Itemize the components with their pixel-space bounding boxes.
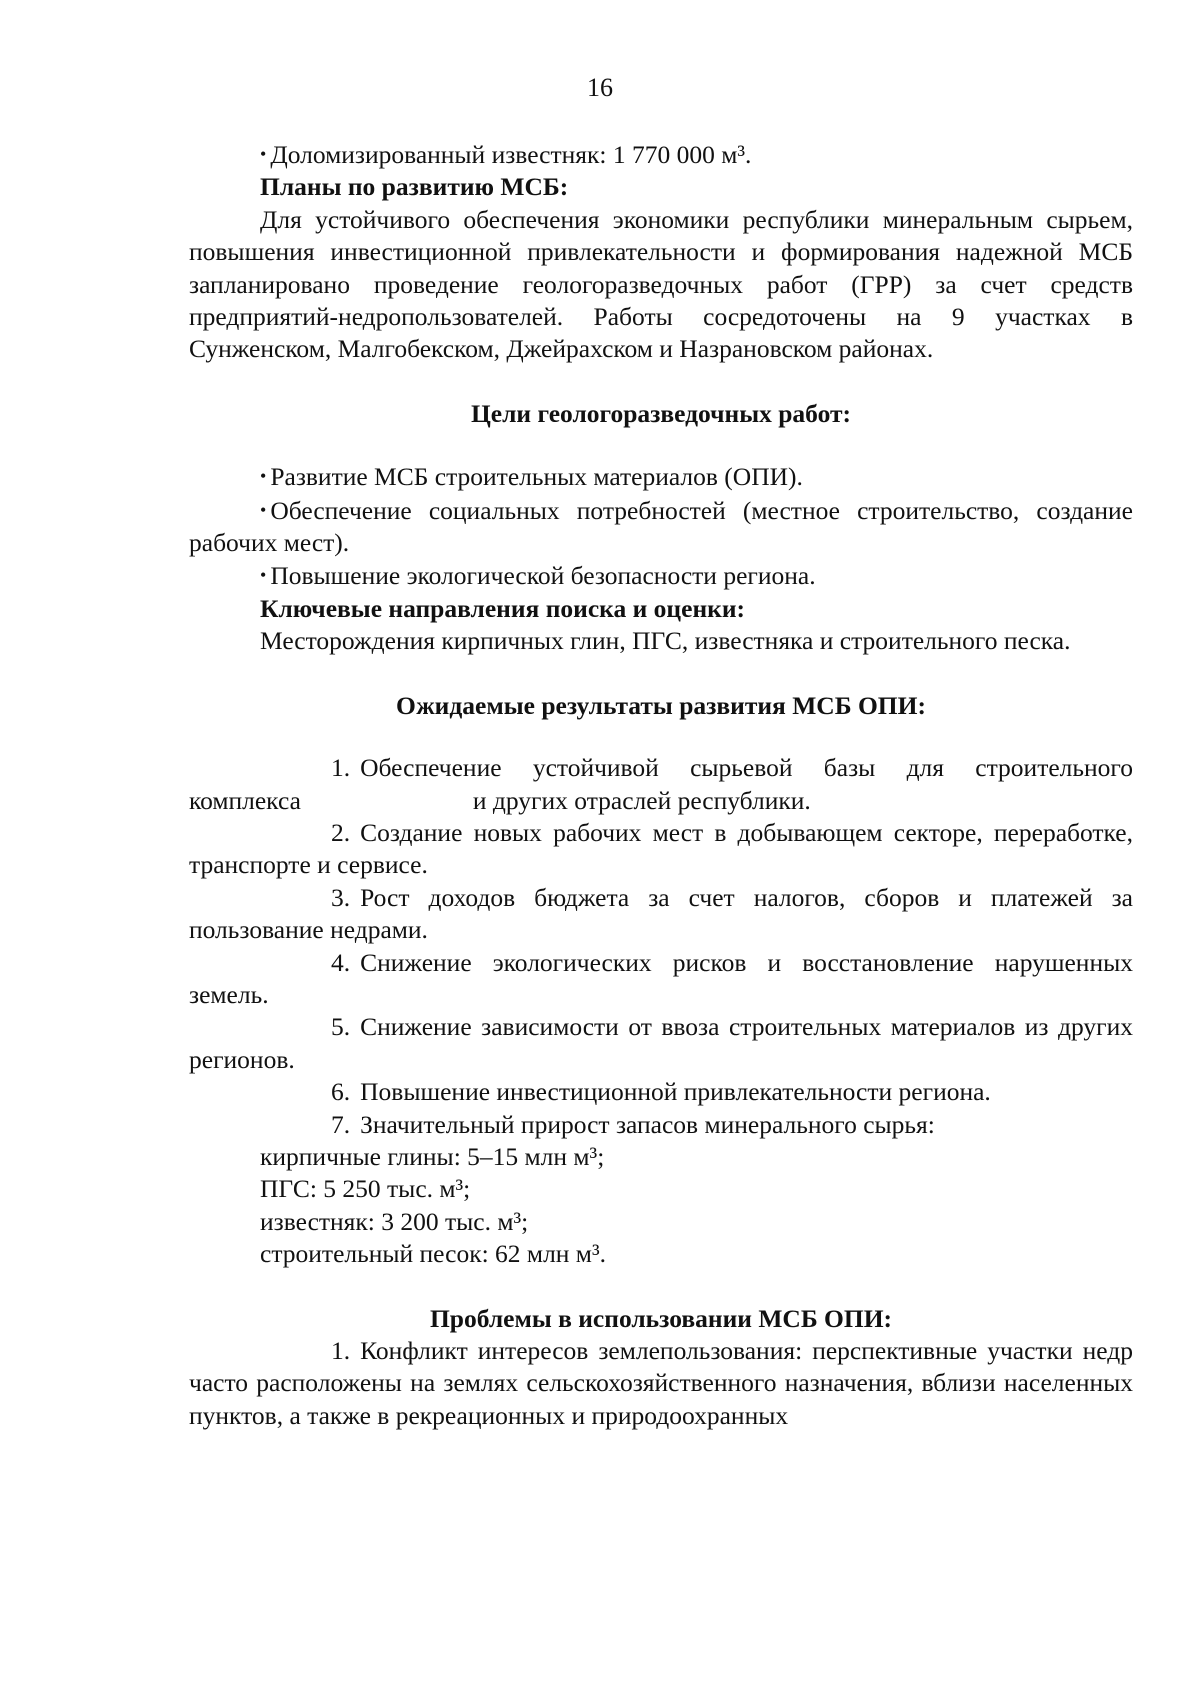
page-number: 16 — [587, 73, 613, 102]
result-text: Значительный прирост запасов минерального сырья: — [360, 1109, 935, 1139]
bullet-text: Доломизированный известняк: 1 770 000 м³. — [270, 140, 752, 169]
result-number: 2. — [331, 817, 351, 847]
reserve-line-limestone: известняк: 3 200 тыс. м³; — [260, 1206, 529, 1236]
results-heading: Ожидаемые результаты развития МСБ ОПИ: — [396, 690, 926, 720]
result-number: 7. — [331, 1109, 351, 1139]
result-item-3 — [189, 882, 1133, 947]
result-text: Снижение зависимости от ввоза строительных материалов из других регионов. — [189, 1012, 1133, 1074]
result-number: 3. — [331, 882, 351, 912]
goal-item-2 — [189, 494, 1133, 560]
problem-text: Конфликт интересов землепользования: перспективные участки недр часто расположены на землях сельскохозяйственного назначения, вблизи населенных пунктов, а также в рекреационных и природоохранных — [189, 1336, 1133, 1430]
reserve-line-clay: кирпичные глины: 5–15 млн м³; — [260, 1141, 605, 1171]
result-item-5 — [189, 1011, 1133, 1076]
goal-item-3 — [189, 559, 1133, 592]
reserve-line-pgs: ПГС: 5 250 тыс. м³; — [260, 1174, 471, 1204]
result-item-6 — [189, 1076, 1133, 1108]
result-text: Рост доходов бюджета за счет налогов, сборов и платежей за пользование недрами. — [189, 882, 1133, 945]
directions-paragraph: Месторождения кирпичных глин, ПГС, известняка и строительного песка. — [260, 626, 1071, 656]
result-text: Повышение инвестиционной привлекательности региона. — [360, 1077, 991, 1107]
goal-item-1 — [189, 460, 1133, 493]
bullet-item-dolomite — [189, 138, 1133, 171]
result-item-7 — [189, 1109, 1133, 1141]
page-content — [189, 138, 1133, 1432]
result-number: 5. — [331, 1012, 351, 1042]
plans-heading: Планы по развитию МСБ: — [260, 172, 569, 202]
result-text: и других отраслей республики. — [472, 785, 811, 815]
bullet-icon: • — [260, 499, 267, 520]
result-text: Обеспечение устойчивой сырьевой базы для строительного — [360, 753, 1133, 783]
result-number: 4. — [331, 947, 351, 977]
result-text: комплекса — [189, 785, 301, 815]
bullet-icon: • — [260, 466, 267, 487]
problem-item-1 — [189, 1335, 1133, 1432]
goal-text: Обеспечение социальных потребностей (местное строительство, создание рабочих мест). — [189, 495, 1133, 558]
result-text: Снижение экологических рисков и восстановление нарушенных земель. — [189, 947, 1133, 1009]
problem-number: 1. — [331, 1336, 351, 1365]
goal-text: Развитие МСБ строительных материалов (ОПИ). — [270, 462, 803, 492]
plans-paragraph: Для устойчивого обеспечения экономики республики минеральным сырьем, повышения инвестиционной привлекательности и формирования надежной МСБ запланировано проведение геологоразведочных работ (ГРР) за счет средств предприятий-недропользователей. Работы сосредоточены на 9 участках в Сунженском, Малгобекском, Джейрахском и Назрановском районах. — [189, 204, 1133, 364]
result-item-4 — [189, 947, 1133, 1012]
result-item-1-line-2 — [189, 785, 1133, 817]
reserve-line-sand: строительный песок: 62 млн м³. — [260, 1239, 606, 1269]
bullet-icon: • — [260, 565, 267, 586]
result-item-2 — [189, 817, 1133, 882]
goal-text: Повышение экологической безопасности региона. — [270, 561, 816, 591]
result-item-1-line-1 — [189, 752, 1133, 784]
problems-heading: Проблемы в использовании МСБ ОПИ: — [429, 1303, 893, 1333]
directions-heading: Ключевые направления поиска и оценки: — [260, 593, 746, 623]
result-text: Создание новых рабочих мест в добывающем секторе, переработке, транспорте и сервисе. — [189, 817, 1133, 880]
goals-heading: Цели геологоразведочных работ: — [470, 398, 852, 428]
result-number: 1. — [331, 753, 351, 783]
bullet-icon: • — [260, 144, 267, 164]
result-number: 6. — [331, 1077, 351, 1107]
